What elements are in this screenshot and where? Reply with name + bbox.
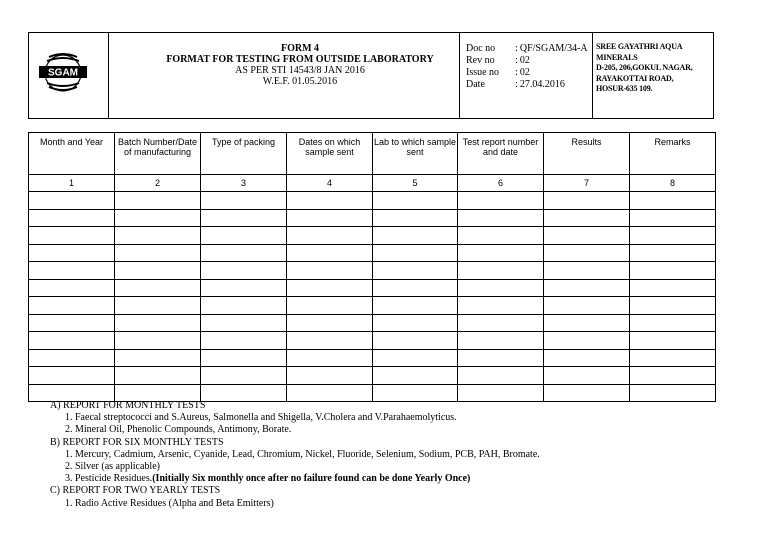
meta-label: Doc no — [466, 43, 496, 54]
table-row — [29, 262, 716, 280]
table-row — [29, 227, 716, 245]
meta-label: Issue no — [466, 67, 500, 78]
column-number: 1 — [29, 175, 115, 192]
table-cell — [115, 384, 201, 402]
table-cell — [544, 244, 630, 262]
note-emphasis: (Initially Six monthly once after no failure found can be done Yearly Once) — [152, 473, 471, 485]
table-cell — [287, 209, 373, 227]
column-header: Test report number and date — [458, 133, 544, 175]
table-cell — [29, 297, 115, 315]
table-cell — [29, 367, 115, 385]
table-cell — [115, 279, 201, 297]
table-cell — [373, 314, 458, 332]
table-cell — [115, 332, 201, 350]
table-cell — [201, 314, 287, 332]
table-cell — [115, 297, 201, 315]
table-cell — [544, 279, 630, 297]
table-cell — [544, 332, 630, 350]
table-cell — [201, 227, 287, 245]
testing-log-table — [28, 132, 716, 402]
table-cell — [373, 262, 458, 280]
table-cell — [201, 332, 287, 350]
table-cell — [287, 384, 373, 402]
table-cell — [458, 279, 544, 297]
form-header — [28, 32, 714, 119]
table-cell — [287, 367, 373, 385]
column-number: 7 — [544, 175, 630, 192]
table-cell — [373, 192, 458, 210]
note-item: 1. Faecal streptococci and S.Aureus, Salmonella and Shigella, V.Cholera and V.Parahaemolyticus. — [65, 412, 457, 424]
column-number: 3 — [201, 175, 287, 192]
column-header: Month and Year — [29, 133, 115, 175]
table-row — [29, 192, 716, 210]
note-item: 3. Pesticide Residues.(Initially Six monthly once after no failure found can be done Yearly Once) — [65, 473, 471, 485]
column-number: 8 — [630, 175, 716, 192]
section-heading: C) REPORT FOR TWO YEARLY TESTS — [50, 485, 221, 497]
table-cell — [287, 262, 373, 280]
column-header: Type of packing — [201, 133, 287, 175]
table-cell — [373, 227, 458, 245]
test-notes — [50, 400, 540, 510]
table-cell — [458, 262, 544, 280]
table-cell — [201, 384, 287, 402]
table-cell — [458, 209, 544, 227]
table-cell — [29, 244, 115, 262]
table-cell — [115, 262, 201, 280]
column-number: 4 — [287, 175, 373, 192]
table-cell — [373, 367, 458, 385]
table-cell — [115, 209, 201, 227]
table-cell — [29, 209, 115, 227]
table-cell — [201, 297, 287, 315]
document-meta: Doc no : QF/SGAM/34-A Rev no : 02 Issue no : 02 Date : 27.04.2016 — [466, 43, 588, 90]
table-cell — [373, 349, 458, 367]
meta-label: Rev no — [466, 55, 495, 66]
table-row — [29, 279, 716, 297]
note-item: 2. Silver (as applicable) — [65, 461, 160, 473]
section-heading: A) REPORT FOR MONTHLY TESTS — [50, 400, 206, 411]
note-item: 1. Radio Active Residues (Alpha and Beta Emitters) — [65, 497, 274, 509]
table-cell — [544, 192, 630, 210]
table-cell — [29, 349, 115, 367]
table-row — [29, 384, 716, 402]
table-row — [29, 349, 716, 367]
table-cell — [373, 279, 458, 297]
table-cell — [544, 349, 630, 367]
table-cell — [287, 349, 373, 367]
column-number: 5 — [373, 175, 458, 192]
table-cell — [201, 367, 287, 385]
company-address: SREE GAYATHRI AQUA MINERALS D-205, 206,GOKUL NAGAR, RAYAKOTTAI ROAD, HOSUR-635 109. — [596, 42, 693, 93]
table-row — [29, 209, 716, 227]
column-header: Remarks — [630, 133, 716, 175]
table-cell — [630, 332, 716, 350]
table-cell — [630, 367, 716, 385]
form-standard: AS PER STI 14543/8 JAN 2016 — [235, 65, 365, 76]
table-row — [29, 244, 716, 262]
table-cell — [115, 314, 201, 332]
table-cell — [458, 332, 544, 350]
table-cell — [115, 244, 201, 262]
table-cell — [373, 244, 458, 262]
column-number: 6 — [458, 175, 544, 192]
logo-text: SGAM — [48, 67, 78, 79]
table-cell — [287, 297, 373, 315]
table-cell — [287, 244, 373, 262]
table-cell — [287, 314, 373, 332]
table-cell — [630, 227, 716, 245]
table-cell — [630, 279, 716, 297]
column-header: Lab to which sample sent — [373, 133, 458, 175]
table-cell — [544, 367, 630, 385]
table-cell — [115, 367, 201, 385]
table-cell — [458, 367, 544, 385]
section-heading: B) REPORT FOR SIX MONTHLY TESTS — [50, 436, 224, 448]
table-cell — [29, 332, 115, 350]
table-cell — [115, 192, 201, 210]
sgam-logo — [35, 43, 91, 103]
note-item: 1. Mercury, Cadmium, Arsenic, Cyanide, Lead, Chromium, Nickel, Fluoride, Selenium, Sodium, PCB, PAH, Bromate. — [65, 448, 540, 460]
table-cell — [115, 227, 201, 245]
table-cell — [544, 227, 630, 245]
form-number: FORM 4 — [280, 43, 320, 54]
header-divider — [108, 33, 109, 118]
table-cell — [630, 384, 716, 402]
table-cell — [630, 244, 716, 262]
table-cell — [373, 297, 458, 315]
column-header: Batch Number/Date of manufacturing — [115, 133, 201, 175]
table-cell — [544, 384, 630, 402]
table-cell — [287, 227, 373, 245]
table-cell — [201, 349, 287, 367]
table-cell — [29, 262, 115, 280]
table-cell — [29, 279, 115, 297]
table-cell — [458, 297, 544, 315]
table-cell — [630, 349, 716, 367]
note-item: 2. Mineral Oil, Phenolic Compounds, Antimony, Borate. — [65, 424, 292, 436]
table-header-row — [29, 133, 716, 175]
table-cell — [29, 314, 115, 332]
table-row — [29, 314, 716, 332]
meta-label: Date — [466, 79, 485, 90]
table-cell — [458, 192, 544, 210]
header-divider — [592, 33, 593, 118]
table-cell — [630, 262, 716, 280]
doc-no-value: QF/SGAM/34-A — [519, 43, 588, 54]
table-cell — [373, 332, 458, 350]
table-cell — [201, 244, 287, 262]
table-cell — [458, 349, 544, 367]
table-cell — [29, 384, 115, 402]
table-cell — [630, 209, 716, 227]
table-cell — [458, 384, 544, 402]
table-cell — [544, 297, 630, 315]
column-header: Results — [544, 133, 630, 175]
form-heading: FORMAT FOR TESTING FROM OUTSIDE LABORATORY — [166, 54, 434, 65]
table-cell — [29, 227, 115, 245]
form-title — [113, 43, 487, 87]
table-cell — [29, 192, 115, 210]
table-cell — [458, 244, 544, 262]
date-value: 27.04.2016 — [519, 79, 565, 90]
table-cell — [373, 209, 458, 227]
form-effective-date: W.E.F. 01.05.2016 — [262, 76, 338, 87]
table-cell — [201, 209, 287, 227]
table-cell — [287, 192, 373, 210]
table-cell — [458, 227, 544, 245]
table-cell — [201, 279, 287, 297]
table-cell — [287, 279, 373, 297]
table-cell — [115, 349, 201, 367]
column-number: 2 — [115, 175, 201, 192]
table-cell — [630, 192, 716, 210]
table-row — [29, 367, 716, 385]
table-cell — [544, 209, 630, 227]
column-header: Dates on which sample sent — [287, 133, 373, 175]
table-cell — [287, 332, 373, 350]
table-cell — [544, 314, 630, 332]
column-number-row — [29, 175, 716, 192]
table-cell — [201, 192, 287, 210]
table-cell — [458, 314, 544, 332]
table-cell — [544, 262, 630, 280]
table-row — [29, 332, 716, 350]
issue-no-value: 02 — [519, 67, 530, 78]
table-cell — [630, 297, 716, 315]
rev-no-value: 02 — [519, 55, 530, 66]
table-row — [29, 297, 716, 315]
table-cell — [630, 314, 716, 332]
table-cell — [201, 262, 287, 280]
table-cell — [373, 384, 458, 402]
